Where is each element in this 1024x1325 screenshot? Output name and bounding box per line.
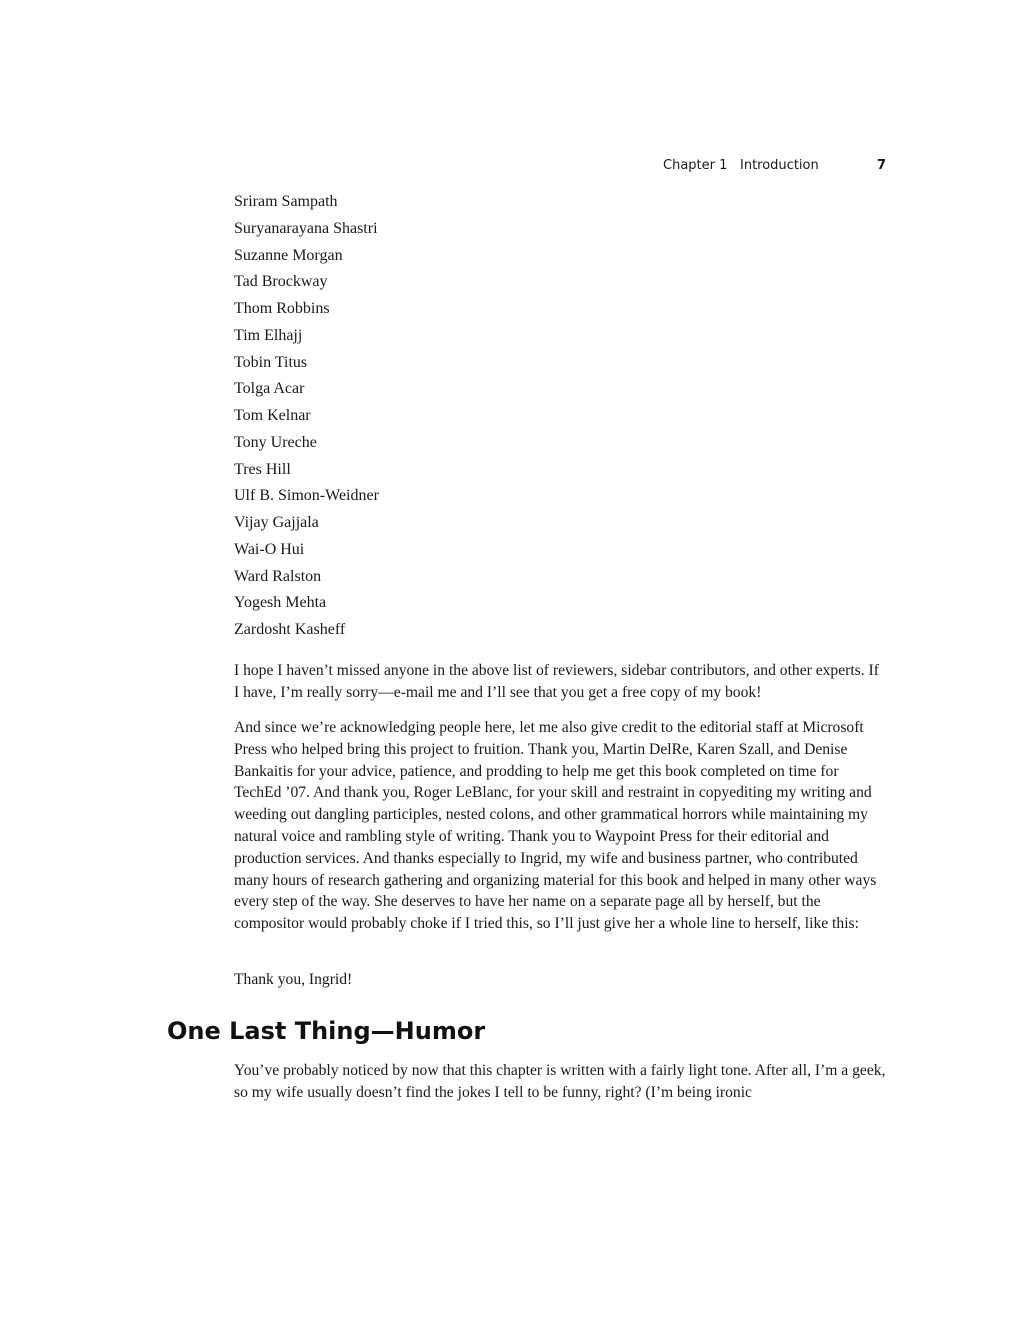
list-item: Tim Elhajj [234, 326, 303, 344]
section-label: Introduction [740, 158, 819, 173]
acknowledgment-paragraph: And since we’re acknowledging people here, let me also give credit to the editorial staff at Microsoft Press who helped bring this project to fruition. Thank you, Martin DelRe, Karen Szall, and Denise Bankaitis for your advice, patience, and prodding to help me get this book completed on time for TechEd ’07. And thank you, Roger LeBlanc, for your skill and restraint in copyediting my writing and weeding out dangling participles, nested colons, and other grammatical horrors while maintaining my natural voice and rambling style of writing. Thank you to Waypoint Press for their editorial and production services. And thanks especially to Ingrid, my wife and business partner, who contributed many hours of research gathering and organizing material for this book and helped in many other ways every step of the way. She deserves to have her name on a separate page all by herself, but the compositor would probably choke if I tried this, so I’ll just give her a whole line to herself, like this: [234, 719, 877, 933]
page-number: 7 [876, 158, 886, 173]
list-item: Wai-O Hui [234, 540, 305, 558]
list-item: Ulf B. Simon-Weidner [234, 487, 379, 505]
list-item: Suryanarayana Shastri [234, 219, 378, 237]
list-item: Tobin Titus [234, 353, 308, 371]
missed-reviewers-paragraph: I hope I haven’t missed anyone in the above list of reviewers, sidebar contributors, and other experts. If I have, I’m really sorry—e-mail me and I’ll see that you get a free copy of my book! [234, 662, 879, 701]
list-item: Zardosht Kasheff [234, 621, 346, 638]
list-item: Tolga Acar [234, 380, 305, 398]
list-item: Tony Ureche [234, 433, 317, 451]
list-item: Yogesh Mehta [234, 594, 327, 612]
list-item: Thom Robbins [234, 300, 330, 317]
humor-paragraph: You’ve probably noticed by now that this chapter is written with a fairly light tone. After all, I’m a geek, so my wife usually doesn’t find the jokes I tell to be funny, right? (I’m being ironic [234, 1062, 886, 1101]
reviewer-list [234, 189, 379, 644]
chapter-label: Chapter 1 [663, 158, 728, 173]
list-item: Vijay Gajjala [234, 514, 319, 531]
list-item: Tres Hill [234, 460, 291, 478]
thanks-paragraph: Thank you, Ingrid! [234, 971, 353, 988]
section-heading: One Last Thing—Humor [167, 1017, 486, 1045]
list-item: Sriram Sampath [234, 193, 338, 210]
list-item: Ward Ralston [234, 567, 322, 585]
list-item: Tom Kelnar [234, 407, 311, 424]
running-head [663, 156, 886, 176]
list-item: Tad Brockway [234, 273, 328, 291]
list-item: Suzanne Morgan [234, 246, 343, 264]
